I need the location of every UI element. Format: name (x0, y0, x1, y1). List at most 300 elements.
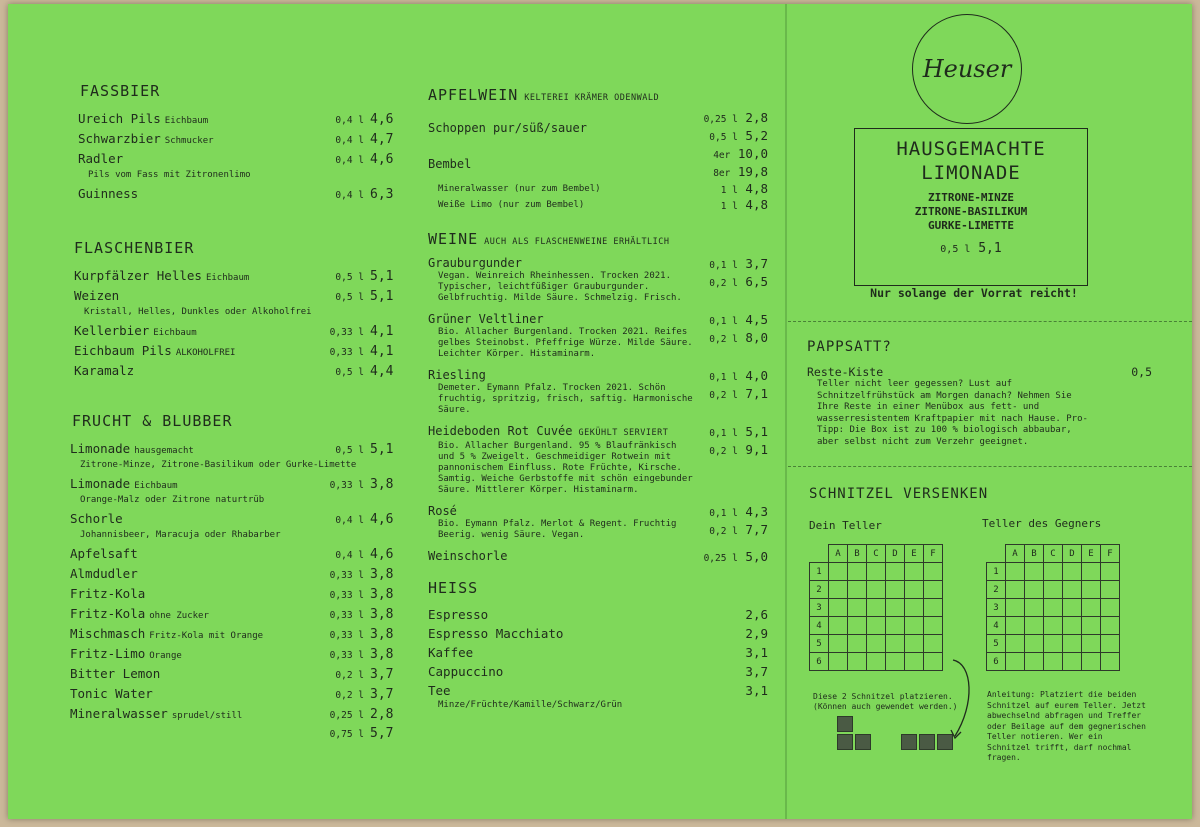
grid-row-header: 5 (987, 635, 1006, 653)
item-name-text: Apfelsaft (70, 546, 138, 561)
wine-price-line-1 (709, 504, 768, 522)
grid-cell[interactable] (1063, 581, 1082, 599)
item-qty: 0,33 l (329, 480, 364, 491)
grid-cell[interactable] (829, 617, 848, 635)
grid-cell[interactable] (1082, 653, 1101, 671)
apfelwein-price-line (721, 182, 768, 198)
grid-cell[interactable] (1044, 617, 1063, 635)
apfelwein-qty: 8er (713, 168, 731, 179)
grid-cell[interactable] (1006, 617, 1025, 635)
wine-name: Weinschorle (428, 549, 508, 563)
apfelwein-item (428, 198, 768, 214)
wine-qty-1: 0,1 l (709, 260, 738, 271)
grid-cell[interactable] (848, 617, 867, 635)
wine-name: Rosé (428, 504, 457, 518)
limonade-flavor-1: ZITRONE-MINZE (927, 191, 1015, 204)
grid-col-header: C (1044, 545, 1063, 563)
item-price: 4,6 (370, 512, 394, 527)
item-qty: 0,33 l (329, 590, 364, 601)
item-name (70, 585, 145, 603)
grid-cell[interactable] (1101, 635, 1120, 653)
item-name-text: Kurpfälzer Helles (74, 268, 202, 283)
grid-cell[interactable] (924, 617, 943, 635)
item-qty: 0,33 l (329, 630, 364, 641)
pappsatt-row (807, 365, 1152, 379)
wine-desc: Bio. Allacher Burgenland. 95 % Blaufränkisch und 5 % Zweigelt. Geschmeidiger Rotwein mit pannonischem Einfluss. Rote Früchte, Kirsche. Samtig. Weiche Gerbstoffe mit schön eingebunder Säure. Mittlerer Körper. Histaminarm. (438, 441, 693, 495)
apfelwein-title (428, 86, 768, 104)
grid-cell[interactable] (1082, 635, 1101, 653)
wine-price-line-2 (709, 442, 768, 460)
grid-cell[interactable] (848, 581, 867, 599)
apfelwein-prices (713, 146, 768, 182)
apfelwein-qty: 0,25 l (703, 114, 738, 125)
wine-sub: GEKÜHLT SERVIERT (578, 428, 669, 438)
grid-cell[interactable] (886, 563, 905, 581)
wine-name: Grüner Veltliner (428, 312, 544, 326)
grid-row-header: 1 (810, 563, 829, 581)
grid-cell[interactable] (829, 581, 848, 599)
item-note: Orange-Malz oder Zitrone naturtrüb (80, 495, 265, 505)
wine-desc: Bio. Allacher Burgenland. Trocken 2021. Reifes gelbes Steinobst. Pfeffrige Würze. Milde Säure. Leichter Körper. Histaminarm. (438, 327, 693, 359)
apfelwein-qty: 1 l (720, 185, 738, 196)
grid-cell[interactable] (1025, 581, 1044, 599)
item-price-group (330, 566, 400, 585)
apfelwein-name: Schoppen pur/süß/sauer (428, 121, 587, 135)
grid-cell[interactable] (1006, 653, 1025, 671)
grid-cell[interactable] (886, 635, 905, 653)
item-price-group (335, 151, 400, 170)
wine-desc: Bio. Eymann Pfalz. Merlot & Regent. Fruchtig Beerig. wenig Säure. Vegan. (438, 519, 677, 540)
menu-item (70, 645, 400, 665)
grid-cell[interactable] (1082, 581, 1101, 599)
item-price: 4,4 (370, 364, 394, 379)
apfelwein-name: Mineralwasser (nur zum Bembel) (438, 184, 601, 194)
wine-price-line-2 (709, 386, 768, 404)
grid-cell[interactable] (1006, 563, 1025, 581)
item-price: 4,1 (370, 324, 394, 339)
apfelwein-qty: 4er (713, 150, 731, 161)
item-sub: Schmucker (164, 136, 214, 146)
item-qty: 0,4 l (335, 550, 364, 561)
wine-price-2: 6,5 (745, 274, 768, 289)
grid-col-header: B (1025, 545, 1044, 563)
item-qty: 0,5 l (335, 272, 364, 283)
wine-price-1: 3,7 (745, 256, 768, 271)
apfelwein-prices (704, 110, 768, 146)
curved-arrow-icon (949, 654, 979, 744)
grid-cell[interactable] (848, 653, 867, 671)
item-price-group (330, 323, 400, 342)
grid-cell[interactable] (829, 635, 848, 653)
hot-drink-price: 3,1 (745, 683, 768, 698)
left-column (70, 82, 400, 744)
grid-cell[interactable] (1044, 581, 1063, 599)
item-name (70, 605, 209, 625)
item-price-group (335, 363, 400, 382)
grid-cell[interactable] (1082, 563, 1101, 581)
grid-cell[interactable] (905, 563, 924, 581)
frucht-section (70, 412, 400, 744)
grid-cell[interactable] (1025, 617, 1044, 635)
menu-item (70, 510, 400, 530)
grid-cell[interactable] (924, 635, 943, 653)
item-name-text: Radler (78, 151, 124, 166)
item-qty: 0,33 l (329, 347, 364, 358)
pappsatt-price: 0,5 (1131, 365, 1152, 379)
opponent-plate-label: Teller des Gegners (982, 517, 1102, 530)
grid-cell[interactable] (886, 581, 905, 599)
item-name (70, 510, 123, 528)
wine-price-line-2 (709, 522, 768, 540)
wine-price-line-1 (704, 549, 768, 567)
grid-cell[interactable] (1101, 653, 1120, 671)
wine-price-1: 5,1 (745, 424, 768, 439)
grid-cell[interactable] (867, 581, 886, 599)
grid-cell[interactable] (848, 635, 867, 653)
item-price-group (335, 288, 400, 307)
item-name-text: Fritz-Kola (70, 586, 146, 601)
menu-item (74, 362, 400, 382)
apfelwein-price-line (713, 146, 768, 164)
item-qty: 0,2 l (335, 690, 364, 701)
hot-drink-price: 3,1 (745, 645, 768, 660)
item-name (78, 110, 208, 130)
item-name (70, 645, 182, 665)
wine-item (428, 256, 768, 304)
my-plate-label: Dein Teller (809, 519, 882, 532)
grid-cell[interactable] (1006, 599, 1025, 617)
item-note: Zitrone-Minze, Zitrone-Basilikum oder Gurke-Limette (80, 460, 357, 470)
grid-cell[interactable] (1044, 563, 1063, 581)
wine-prices (709, 368, 768, 416)
wine-name-line (428, 312, 693, 327)
item-price-group (335, 268, 400, 287)
grid-cell[interactable] (1044, 635, 1063, 653)
grid-cell[interactable] (867, 563, 886, 581)
wine-name: Riesling (428, 368, 486, 382)
grid-cell[interactable] (886, 599, 905, 617)
item-sub: Eichbaum (205, 273, 250, 283)
item-sub: Eichbaum (164, 116, 209, 126)
hot-drink-item (428, 605, 768, 624)
menu-sheet (8, 4, 1192, 819)
item-price: 3,8 (370, 477, 394, 492)
grid-cell[interactable] (1025, 635, 1044, 653)
grid-cell[interactable] (886, 617, 905, 635)
hot-drink-item (428, 624, 768, 643)
item-name (74, 267, 249, 287)
frucht-list (70, 440, 400, 744)
grid-cell[interactable] (1063, 653, 1082, 671)
pappsatt-title: PAPPSATT? (807, 339, 892, 355)
item-price: 5,7 (370, 726, 394, 741)
item-price: 3,8 (370, 607, 394, 622)
item-name-text: Schorle (70, 511, 123, 526)
wine-price-2: 8,0 (745, 330, 768, 345)
wine-item (428, 549, 768, 567)
item-qty: 0,33 l (329, 570, 364, 581)
menu-item (78, 130, 400, 150)
item-sub: Eichbaum (134, 481, 178, 491)
weine-section (428, 230, 768, 567)
apfelwein-qty: 0,5 l (709, 132, 738, 143)
grid-row-header: 2 (810, 581, 829, 599)
wine-price-1: 4,3 (745, 504, 768, 519)
grid-cell[interactable] (1101, 581, 1120, 599)
item-sub: Orange (149, 651, 182, 661)
grid-row-header: 1 (987, 563, 1006, 581)
menu-item (74, 342, 400, 362)
grid-cell[interactable] (905, 617, 924, 635)
fassbier-title: FASSBIER (80, 82, 161, 100)
item-qty: 0,33 l (329, 610, 364, 621)
weine-list (428, 256, 768, 567)
item-name (70, 685, 153, 703)
grid-cell[interactable] (829, 563, 848, 581)
grid-cell[interactable] (1006, 635, 1025, 653)
apfelwein-price-line (713, 164, 768, 182)
item-price-group (330, 626, 400, 645)
item-name-text: Fritz-Kola (70, 606, 146, 621)
wine-prices (709, 256, 768, 304)
item-name-text: Mischmasch (70, 626, 146, 641)
wine-left (428, 424, 693, 496)
wine-name-line (428, 424, 693, 441)
grid-row-header: 2 (987, 581, 1006, 599)
grid-cell[interactable] (905, 599, 924, 617)
wine-qty-2: 0,2 l (709, 526, 738, 537)
item-price-group (335, 511, 400, 530)
item-name-text: Fritz-Limo (70, 646, 146, 661)
grid-cell[interactable] (1063, 617, 1082, 635)
item-name (74, 322, 197, 342)
apfelwein-prices (721, 198, 768, 214)
grid-cell[interactable] (1025, 599, 1044, 617)
grid-cell[interactable] (867, 635, 886, 653)
item-price-group (330, 706, 400, 725)
wine-prices (709, 424, 768, 496)
schnitzel-section (809, 486, 1169, 762)
wine-prices (704, 549, 768, 567)
item-price-group (330, 343, 400, 362)
item-name (70, 705, 242, 725)
grid-row-header: 6 (810, 653, 829, 671)
grid-cell[interactable] (924, 599, 943, 617)
grid-cell[interactable] (905, 653, 924, 671)
grid-cell[interactable] (1044, 653, 1063, 671)
hot-drink-name: Kaffee (428, 645, 474, 660)
item-price: 6,3 (370, 187, 394, 202)
instructions: Anleitung: Platziert die beiden Schnitzel auf eurem Teller. Jetzt abwechselnd abfragen und Treffer oder Beilage auf dem gegnerischen Teller notieren. Wer ein Schnitzel trifft, darf nochmal fragen. (987, 690, 1146, 762)
grid-cell[interactable] (1063, 635, 1082, 653)
item-name (78, 130, 214, 150)
item-name-text: Mineralwasser (70, 706, 168, 721)
grid-cell[interactable] (1025, 653, 1044, 671)
item-name (78, 185, 138, 203)
weine-subtitle: AUCH ALS FLASCHENWEINE ERHÄLTLICH (484, 237, 670, 247)
item-sub: Fritz-Kola mit Orange (149, 631, 264, 641)
apfelwein-name: Bembel (428, 157, 472, 171)
item-sub: ALKOHOLFREI (175, 348, 236, 358)
divider-2 (788, 466, 1192, 467)
item-price: 5,1 (370, 289, 394, 304)
grid-cell[interactable] (886, 653, 905, 671)
grid-cell[interactable] (848, 599, 867, 617)
item-price: 3,7 (370, 667, 394, 682)
grid-cell[interactable] (1006, 581, 1025, 599)
wine-desc: Vegan. Weinreich Rheinhessen. Trocken 2021. Typischer, leichtfüßiger Grauburgunder. Gelbfruchtig. Milde Säure. Schmelzig. Frisch. (438, 271, 682, 303)
item-note: Pils vom Fass mit Zitronenlimo (88, 170, 251, 180)
grid-row-header: 3 (810, 599, 829, 617)
fassbier-section (70, 82, 400, 205)
item-price: 3,7 (370, 687, 394, 702)
grid-cell[interactable] (924, 653, 943, 671)
item-name-text: Ureich Pils (78, 111, 161, 126)
grid-row-header: 3 (987, 599, 1006, 617)
limonade-box (854, 128, 1088, 286)
item-name (70, 545, 138, 563)
menu-item (78, 110, 400, 130)
wine-qty-1: 0,1 l (709, 428, 738, 439)
item-name (74, 342, 235, 362)
limonade-qty: 0,5 l (940, 244, 971, 255)
item-price: 4,6 (370, 112, 394, 127)
apfelwein-section (428, 86, 768, 214)
wine-price-line-1 (709, 256, 768, 274)
limonade-title-2: LIMONADE (921, 162, 1021, 184)
wine-price-line-1 (709, 368, 768, 386)
wine-row (428, 312, 768, 360)
item-note: Johannisbeer, Maracuja oder Rhabarber (80, 530, 281, 540)
logo-text: Heuser (922, 55, 1012, 83)
wine-row (428, 504, 768, 541)
item-sub: Eichbaum (153, 328, 197, 338)
item-name-text: Almdudler (70, 566, 138, 581)
grid-cell[interactable] (848, 563, 867, 581)
item-price: 4,7 (370, 132, 394, 147)
grid-cell[interactable] (1101, 617, 1120, 635)
menu-item (78, 150, 400, 170)
wine-price-line-2 (709, 330, 768, 348)
grid-cell[interactable] (867, 599, 886, 617)
item-name-text: Kellerbier (74, 323, 150, 338)
item-price: 3,8 (370, 647, 394, 662)
item-price-group (330, 586, 400, 605)
item-qty: 0,75 l (329, 729, 364, 740)
grid-cell[interactable] (1101, 563, 1120, 581)
schnitzel-title: SCHNITZEL VERSENKEN (809, 486, 989, 502)
grid-row-header: 4 (810, 617, 829, 635)
grid-cell[interactable] (1101, 599, 1120, 617)
apfelwein-name: Weiße Limo (nur zum Bembel) (438, 200, 585, 210)
grid-cell[interactable] (1025, 563, 1044, 581)
item-qty: 0,4 l (335, 190, 364, 201)
wine-name: Heideboden Rot Cuvée (428, 424, 573, 438)
hot-drink-name: Espresso Macchiato (428, 626, 564, 641)
grid-col-header: E (905, 545, 924, 563)
wine-item (428, 312, 768, 360)
grid-cell[interactable] (924, 563, 943, 581)
grid-cell[interactable] (867, 617, 886, 635)
opponent-plate-grid (986, 544, 1120, 671)
item-name (70, 665, 160, 683)
item-sub: hausgemacht (134, 446, 194, 456)
menu-item (70, 440, 400, 460)
wine-price-line-1 (709, 424, 768, 442)
menu-item (70, 725, 400, 744)
item-price: 3,8 (370, 627, 394, 642)
grid-cell[interactable] (1044, 599, 1063, 617)
wine-left (428, 549, 507, 567)
grid-cell[interactable] (1063, 599, 1082, 617)
wine-item (428, 368, 768, 416)
grid-cell[interactable] (1063, 563, 1082, 581)
item-price-group (335, 546, 400, 565)
item-qty: 0,5 l (335, 292, 364, 303)
item-name (70, 440, 194, 460)
item-price-group (330, 725, 400, 744)
weine-title-text: WEINE (428, 230, 479, 248)
grid-cell[interactable] (829, 653, 848, 671)
grid-cell[interactable] (905, 581, 924, 599)
weine-title (428, 230, 768, 248)
menu-item (74, 267, 400, 287)
menu-item (70, 625, 400, 645)
grid-cell[interactable] (924, 581, 943, 599)
flaschenbier-section (70, 239, 400, 382)
wine-qty-2: 0,2 l (709, 278, 738, 289)
wine-prices (709, 312, 768, 360)
item-name-text: Weizen (74, 288, 120, 303)
item-price-group (335, 186, 400, 205)
wine-price-2: 9,1 (745, 442, 768, 457)
hot-drink-name: Cappuccino (428, 664, 504, 679)
place-note: Diese 2 Schnitzel platzieren. (Können auch gewendet werden.) (813, 692, 958, 711)
apfelwein-list (428, 110, 768, 214)
item-name (70, 625, 263, 645)
wine-qty-1: 0,1 l (709, 372, 738, 383)
divider-1 (788, 321, 1192, 322)
item-price: 4,6 (370, 152, 394, 167)
wine-name-line (428, 504, 693, 519)
grid-cell[interactable] (829, 599, 848, 617)
grid-cell[interactable] (1082, 617, 1101, 635)
item-name-text: Limonade (70, 441, 131, 456)
apfelwein-price-line (704, 110, 768, 128)
limonade-tagline: Nur solange der Vorrat reicht! (870, 286, 1078, 300)
item-price-group (330, 606, 400, 625)
item-name (74, 287, 119, 305)
grid-col-header: F (1101, 545, 1120, 563)
apfelwein-price-line (721, 198, 768, 214)
grid-row-header: 5 (810, 635, 829, 653)
item-price-group (335, 666, 400, 685)
my-plate-grid (809, 544, 943, 671)
pappsatt-item: Reste-Kiste (807, 365, 884, 379)
item-price-group (335, 441, 400, 460)
item-price-group (335, 686, 400, 705)
item-name (74, 362, 134, 380)
menu-item (78, 185, 400, 205)
grid-cell[interactable] (1082, 599, 1101, 617)
apfelwein-title-text: APFELWEIN (428, 86, 519, 104)
grid-cell[interactable] (867, 653, 886, 671)
wine-row (428, 424, 768, 496)
menu-item (70, 685, 400, 705)
grid-cell[interactable] (905, 635, 924, 653)
item-note: Kristall, Helles, Dunkles oder Alkoholfrei (84, 307, 312, 317)
item-qty: 0,5 l (335, 367, 364, 378)
